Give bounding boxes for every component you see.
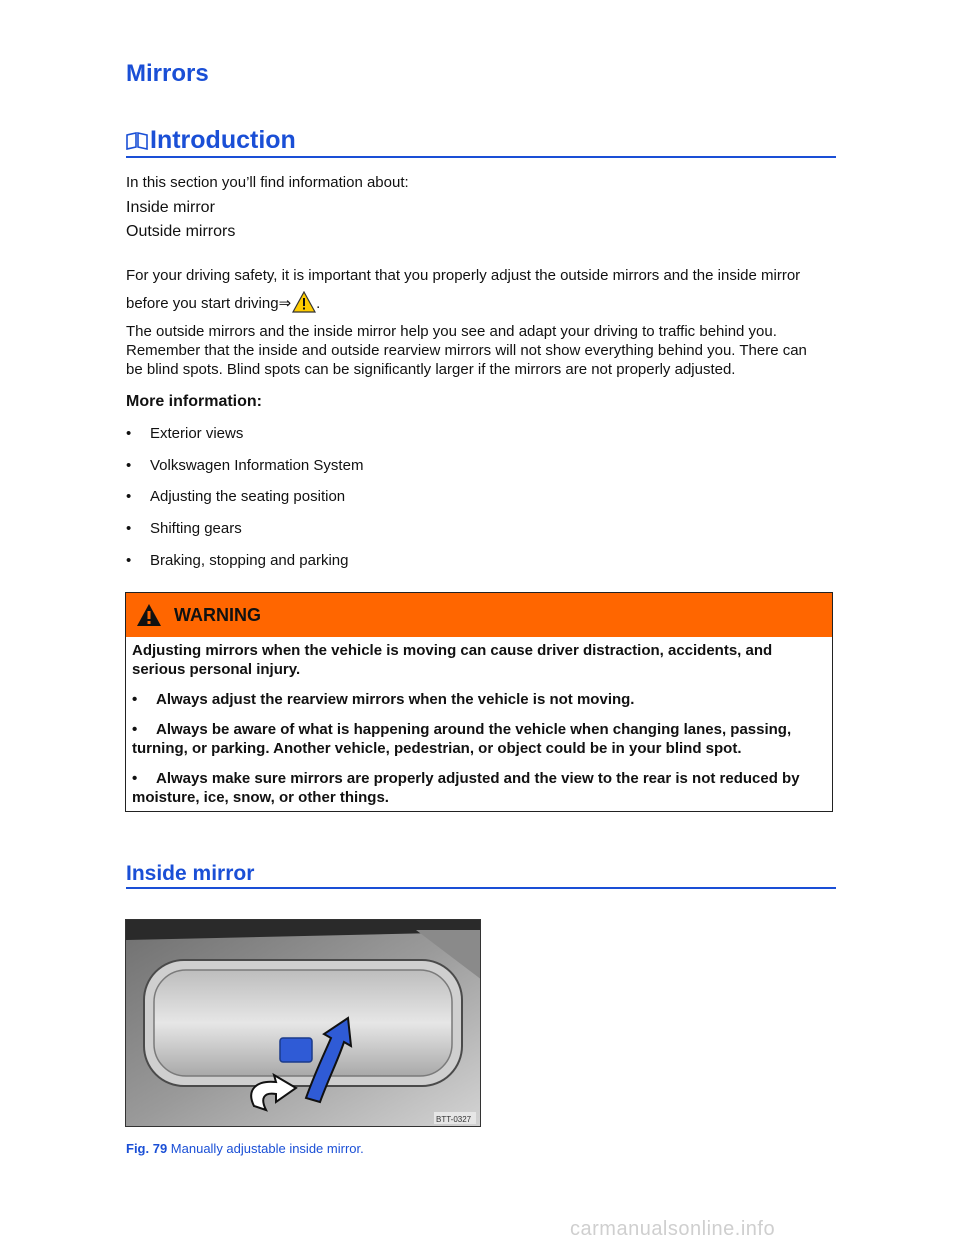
bullet-icon: • bbox=[126, 488, 132, 505]
section-heading-introduction bbox=[126, 126, 296, 155]
warning-title: WARNING bbox=[174, 604, 261, 625]
paragraph-safety-end: . bbox=[316, 295, 321, 312]
heading-divider bbox=[126, 887, 836, 889]
warning-item bbox=[132, 720, 826, 758]
warning-item bbox=[132, 690, 826, 709]
link-outside-mirrors[interactable]: Outside mirrors bbox=[126, 223, 236, 240]
figure-code: BTT-0327 bbox=[436, 1115, 472, 1124]
section-heading-inside-mirror: Inside mirror bbox=[126, 862, 255, 885]
bullet-icon: • bbox=[132, 770, 138, 787]
book-icon bbox=[126, 132, 148, 150]
paragraph-blind-spots: The outside mirrors and the inside mirror help you see and adapt your driving to traffic behind you. Remember that the inside and outside rearview mirrors will not show everything behind you. There can be blind spots. Blind spots can be significantly larger if the mirrors are not properly adjusted. bbox=[126, 323, 807, 378]
warning-intro: Adjusting mirrors when the vehicle is moving can cause driver distraction, accidents, and serious personal injury. bbox=[132, 642, 773, 678]
warning-triangle-icon[interactable] bbox=[292, 291, 316, 313]
more-info-link[interactable]: Exterior views bbox=[150, 425, 244, 442]
warning-box bbox=[125, 592, 833, 812]
paragraph-safety-line1: For your driving safety, it is important that you properly adjust the outside mirrors and the inside mirror bbox=[126, 267, 801, 284]
list-item bbox=[126, 425, 243, 442]
list-item bbox=[126, 488, 345, 505]
figure-caption bbox=[126, 1141, 364, 1156]
warning-item bbox=[132, 769, 826, 807]
more-info-link[interactable]: Adjusting the seating position bbox=[150, 488, 346, 505]
link-inside-mirror[interactable]: Inside mirror bbox=[126, 199, 215, 216]
bullet-icon: • bbox=[126, 425, 132, 442]
inside-mirror-illustration bbox=[126, 920, 481, 1127]
list-item bbox=[126, 520, 242, 537]
paragraph-safety-line2 bbox=[126, 291, 846, 313]
paragraph-safety bbox=[126, 266, 846, 313]
paragraph-safety-text: before you start driving⇒ bbox=[126, 295, 292, 312]
more-info-link[interactable]: Volkswagen Information System bbox=[150, 457, 364, 474]
more-info-link[interactable]: Braking, stopping and parking bbox=[150, 552, 349, 569]
warning-body bbox=[126, 637, 832, 807]
caption-text: Manually adjustable inside mirror. bbox=[167, 1141, 364, 1156]
bullet-icon: • bbox=[132, 721, 138, 738]
warning-item-text: Always be aware of what is happening around the vehicle when changing lanes, passing, turning, or parking. Another vehicle, pedestrian, or object could be in your blind spot. bbox=[132, 721, 792, 757]
warning-header bbox=[126, 593, 832, 637]
warning-item-text: Always adjust the rearview mirrors when the vehicle is not moving. bbox=[156, 691, 635, 708]
bullet-icon: • bbox=[132, 691, 138, 708]
list-item bbox=[126, 457, 363, 474]
bullet-icon: • bbox=[126, 520, 132, 537]
list-item bbox=[126, 552, 348, 569]
more-info-link[interactable]: Shifting gears bbox=[150, 520, 242, 537]
section-heading-label: Introduction bbox=[150, 126, 296, 154]
heading-divider bbox=[126, 156, 836, 158]
bullet-icon: • bbox=[126, 457, 132, 474]
watermark: carmanualsonline.info bbox=[570, 1218, 776, 1240]
bullet-icon: • bbox=[126, 552, 132, 569]
more-information-heading: More information: bbox=[126, 393, 262, 410]
warning-item-text: Always make sure mirrors are properly adjusted and the view to the rear is not reduced by moisture, ice, snow, or other things. bbox=[132, 770, 800, 806]
warning-icon bbox=[136, 603, 162, 627]
inside-mirror-figure bbox=[125, 919, 481, 1127]
caption-label: Fig. 79 bbox=[126, 1141, 168, 1156]
page-title: Mirrors bbox=[126, 60, 209, 87]
intro-text: In this section you’ll find information about: bbox=[126, 174, 409, 191]
